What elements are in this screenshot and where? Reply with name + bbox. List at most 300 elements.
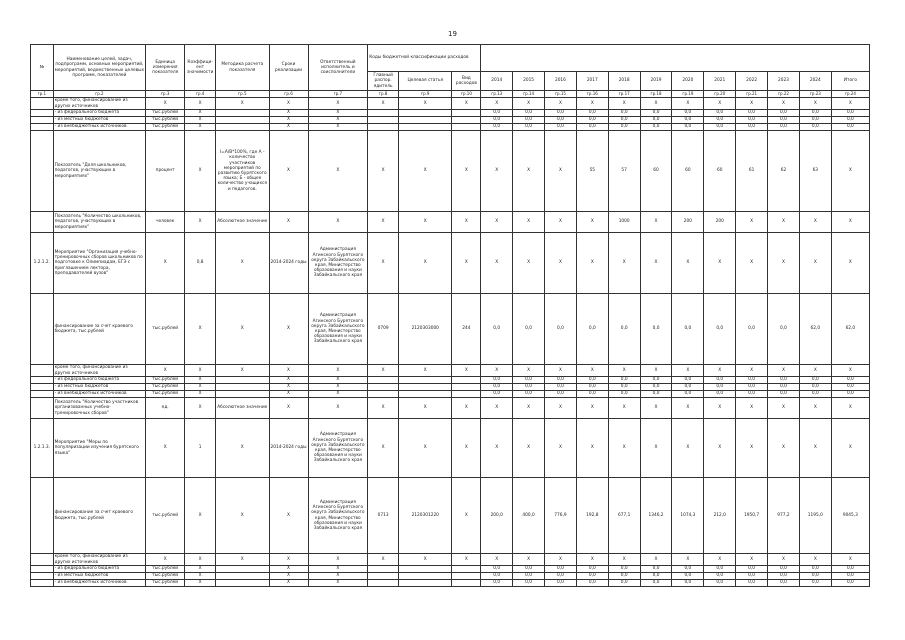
table-cell: 0,0 xyxy=(736,391,768,398)
financing-unit: тыс.рублей xyxy=(146,294,185,365)
table-cell: 0,0 xyxy=(736,377,768,384)
table-cell: Х xyxy=(768,365,800,377)
table-cell: 0,0 xyxy=(640,377,672,384)
financing-vr: 244 xyxy=(452,294,481,365)
table-cell: 0,0 xyxy=(831,110,869,117)
table-body xyxy=(31,45,870,587)
table-cell: Х xyxy=(481,365,513,377)
financing-executor: Администрация Агинского Бурятского округа Забайкальского края, Министерство образования и науки Забайкальского края xyxy=(308,294,368,365)
table-cell: 0,0 xyxy=(768,117,800,124)
event-coef: 1 xyxy=(185,419,216,478)
table-cell xyxy=(368,124,399,131)
table-cell: 0,0 xyxy=(704,377,736,384)
column-number: гр.4 xyxy=(185,91,216,98)
table-cell xyxy=(31,580,54,587)
table-cell xyxy=(399,377,452,384)
table-cell: Х xyxy=(576,98,608,110)
indicator-value: Х xyxy=(768,212,800,233)
column-number: гр.10 xyxy=(452,91,481,98)
event-coef: 0,8 xyxy=(185,233,216,294)
table-cell: Х xyxy=(831,98,869,110)
table-cell: 0,0 xyxy=(481,566,513,573)
table-cell xyxy=(452,566,481,573)
source-row xyxy=(31,124,870,131)
table-cell xyxy=(31,384,54,391)
table-cell: Х xyxy=(399,398,452,419)
table-cell xyxy=(452,117,481,124)
table-cell: 0,0 xyxy=(576,124,608,131)
table-cell: Х xyxy=(736,233,768,294)
indicator-value: Х xyxy=(545,398,577,419)
source-row xyxy=(31,580,870,587)
header-executor: Ответственный исполнитель и соисполнители xyxy=(308,45,368,91)
table-cell xyxy=(368,391,399,398)
table-cell: Х xyxy=(608,554,640,566)
table-cell: Х xyxy=(269,580,308,587)
table-cell: тыс.рублей xyxy=(146,573,185,580)
table-cell: 0,0 xyxy=(513,391,545,398)
indicator-value: 57 xyxy=(608,131,640,212)
source-label: - из внебюджетных источников xyxy=(53,580,146,587)
indicator-value: Х xyxy=(672,398,704,419)
header-year: 2021 xyxy=(704,72,736,91)
table-cell: Х xyxy=(481,419,513,478)
event-name: Мероприятие "Меры по популяризации изучения бурятского языка" xyxy=(53,419,146,478)
table-cell: Х xyxy=(269,478,308,554)
table-cell xyxy=(399,573,452,580)
event-row xyxy=(31,233,870,294)
indicator-unit: процент xyxy=(146,131,185,212)
table-cell: 0,0 xyxy=(672,117,704,124)
table-cell: Х xyxy=(704,98,736,110)
table-cell xyxy=(216,391,269,398)
table-cell: 0,0 xyxy=(640,580,672,587)
header-year: 2017 xyxy=(576,72,608,91)
financing-value: 192,8 xyxy=(576,478,608,554)
table-cell: Х xyxy=(185,124,216,131)
column-number: гр.15 xyxy=(545,91,577,98)
indicator-value: Х xyxy=(768,398,800,419)
table-cell: 0,0 xyxy=(704,573,736,580)
table-cell: 0,0 xyxy=(799,566,831,573)
table-cell: Х xyxy=(269,131,308,212)
indicator-method: I=A/B*100%, где А - количество участников мероприятий по развитию бурятского языка; Б - общее количество учащихся и педагогов. xyxy=(216,131,269,212)
table-cell: Х xyxy=(640,554,672,566)
table-cell: Х xyxy=(640,98,672,110)
table-cell xyxy=(368,110,399,117)
header-coef: Коэффици-ент значимости xyxy=(185,45,216,91)
table-cell xyxy=(31,554,54,566)
table-cell xyxy=(399,391,452,398)
table-cell xyxy=(399,110,452,117)
table-cell: 0,0 xyxy=(513,124,545,131)
table-cell xyxy=(216,573,269,580)
table-cell: Х xyxy=(452,365,481,377)
table-cell xyxy=(31,398,54,419)
table-cell xyxy=(368,117,399,124)
table-cell: 0,0 xyxy=(704,566,736,573)
table-cell: 0,0 xyxy=(576,573,608,580)
header-year: 2014 xyxy=(481,72,513,91)
table-cell xyxy=(399,124,452,131)
table-cell: 0,0 xyxy=(513,566,545,573)
table-cell: Х xyxy=(545,233,577,294)
table-cell: 0,0 xyxy=(768,384,800,391)
table-cell: Х xyxy=(545,98,577,110)
table-cell: 0,0 xyxy=(736,384,768,391)
table-cell: 0,0 xyxy=(608,391,640,398)
column-numbers-row xyxy=(31,91,870,98)
table-cell: тыс.рублей xyxy=(146,110,185,117)
table-cell xyxy=(31,391,54,398)
column-number: гр.17 xyxy=(608,91,640,98)
indicator-value: 55 xyxy=(576,131,608,212)
source-row xyxy=(31,377,870,384)
table-cell: 0,0 xyxy=(608,566,640,573)
indicator-value: Х xyxy=(736,212,768,233)
indicator-value: Х xyxy=(640,212,672,233)
financing-value: 0,0 xyxy=(545,294,577,365)
table-cell: Х xyxy=(452,554,481,566)
table-cell: 0,0 xyxy=(799,117,831,124)
table-cell: 0,0 xyxy=(768,573,800,580)
event-terms: 2014-2024 годы xyxy=(269,233,308,294)
table-cell: 0,0 xyxy=(704,580,736,587)
indicator-unit: ед. xyxy=(146,398,185,419)
table-cell: Х xyxy=(768,419,800,478)
table-cell: Х xyxy=(308,98,368,110)
header-year: 2019 xyxy=(640,72,672,91)
table-cell: Х xyxy=(308,365,368,377)
header-codes: Коды бюджетной классификации расходов xyxy=(368,45,481,72)
table-cell: 0,0 xyxy=(799,110,831,117)
table-cell xyxy=(31,294,54,365)
indicator-unit: человек xyxy=(146,212,185,233)
financing-value: 0,0 xyxy=(513,294,545,365)
table-cell xyxy=(368,573,399,580)
table-cell: Х xyxy=(269,212,308,233)
table-cell: 0,0 xyxy=(513,384,545,391)
table-cell: тыс.рублей xyxy=(146,377,185,384)
table-cell: Х xyxy=(269,117,308,124)
table-cell: Х xyxy=(736,98,768,110)
table-cell: Х xyxy=(704,419,736,478)
table-cell: Х xyxy=(799,365,831,377)
table-cell xyxy=(452,573,481,580)
table-cell xyxy=(368,384,399,391)
table-cell: 0,0 xyxy=(640,566,672,573)
table-cell: Х xyxy=(799,233,831,294)
table-cell: Х xyxy=(608,233,640,294)
table-cell: 0,0 xyxy=(640,391,672,398)
table-cell: тыс.рублей xyxy=(146,566,185,573)
table-cell: тыс.рублей xyxy=(146,391,185,398)
indicator-row xyxy=(31,131,870,212)
event-number: 1.2.1.3. xyxy=(31,419,54,478)
table-cell: Х xyxy=(704,233,736,294)
table-cell: Х xyxy=(672,98,704,110)
column-number: гр.8 xyxy=(368,91,399,98)
table-cell: Х xyxy=(185,573,216,580)
financing-grbs: 0709 xyxy=(368,294,399,365)
header-grbs: Главный распор. ядитель xyxy=(368,72,399,91)
table-cell: Х xyxy=(308,117,368,124)
financing-value: 0,0 xyxy=(640,294,672,365)
table-cell: Х xyxy=(672,365,704,377)
indicator-value: Х xyxy=(481,398,513,419)
incl-row xyxy=(31,365,870,377)
table-cell: Х xyxy=(146,98,185,110)
table-cell xyxy=(216,580,269,587)
table-cell xyxy=(31,117,54,124)
table-cell: Х xyxy=(185,391,216,398)
table-cell: Х xyxy=(799,554,831,566)
table-cell: 0,0 xyxy=(576,580,608,587)
table-cell: Х xyxy=(736,554,768,566)
table-cell: Х xyxy=(308,124,368,131)
column-number: гр.14 xyxy=(513,91,545,98)
table-cell: 0,0 xyxy=(799,377,831,384)
table-cell: Х xyxy=(185,566,216,573)
table-cell: Х xyxy=(768,554,800,566)
table-cell: Х xyxy=(399,365,452,377)
table-cell xyxy=(216,110,269,117)
indicator-value: 200 xyxy=(672,212,704,233)
indicator-value: 200 xyxy=(704,212,736,233)
table-cell: 0,0 xyxy=(672,124,704,131)
table-cell: 0,0 xyxy=(576,391,608,398)
table-cell: 0,0 xyxy=(545,391,577,398)
table-cell xyxy=(216,566,269,573)
indicator-value: 60 xyxy=(640,131,672,212)
source-label: - из федерального бюджета xyxy=(53,377,146,384)
table-cell: Х xyxy=(799,98,831,110)
indicator-name: Показатель "Доля школьников, педагогов, участвующих в мероприятиях" xyxy=(53,131,146,212)
table-cell: Х xyxy=(513,554,545,566)
indicator-value: Х xyxy=(704,398,736,419)
table-cell: Х xyxy=(269,377,308,384)
column-number: гр.1 xyxy=(31,91,54,98)
table-cell: 0,0 xyxy=(831,124,869,131)
table-cell: 0,0 xyxy=(513,580,545,587)
table-cell: 0,0 xyxy=(545,573,577,580)
table-cell: Х xyxy=(399,212,452,233)
table-cell: Х xyxy=(831,365,869,377)
table-cell xyxy=(399,117,452,124)
table-cell: 0,0 xyxy=(640,117,672,124)
source-label: - из местных бюджетов xyxy=(53,117,146,124)
indicator-name: Показатель "Количество участников организованных учебно-тренировочных сборов" xyxy=(53,398,146,419)
table-cell: 0,0 xyxy=(799,384,831,391)
table-cell: Х xyxy=(831,131,869,212)
incl-row xyxy=(31,554,870,566)
table-cell: Х xyxy=(269,110,308,117)
table-cell: 0,0 xyxy=(736,580,768,587)
column-number: гр.7 xyxy=(308,91,368,98)
table-cell: 0,0 xyxy=(608,110,640,117)
table-cell: 0,0 xyxy=(736,566,768,573)
table-cell: 0,0 xyxy=(672,391,704,398)
table-cell: Х xyxy=(185,384,216,391)
financing-grbs: 0713 xyxy=(368,478,399,554)
table-cell: Х xyxy=(452,131,481,212)
table-cell: Х xyxy=(269,365,308,377)
financing-vr: Х xyxy=(452,478,481,554)
table-cell: тыс.рублей xyxy=(146,124,185,131)
table-cell: 0,0 xyxy=(831,117,869,124)
column-number: гр.13 xyxy=(481,91,513,98)
incl-label: кроме того, финансирование из других источников xyxy=(53,554,146,566)
indicator-value: Х xyxy=(513,212,545,233)
table-cell: 0,0 xyxy=(608,384,640,391)
financing-value: 1074,3 xyxy=(672,478,704,554)
incl-row xyxy=(31,98,870,110)
table-cell: 0,0 xyxy=(640,110,672,117)
table-cell: Х xyxy=(399,98,452,110)
table-cell: Х xyxy=(768,98,800,110)
table-cell: 0,0 xyxy=(545,117,577,124)
indicator-value: 60 xyxy=(672,131,704,212)
source-label: - из федерального бюджета xyxy=(53,566,146,573)
column-number: гр.5 xyxy=(216,91,269,98)
table-cell: Х xyxy=(545,365,577,377)
table-cell: 0,0 xyxy=(672,377,704,384)
indicator-value: Х xyxy=(799,398,831,419)
table-cell xyxy=(31,124,54,131)
table-cell: 0,0 xyxy=(481,384,513,391)
table-cell: Х xyxy=(368,212,399,233)
table-cell: 0,0 xyxy=(768,580,800,587)
column-number: гр.2 xyxy=(53,91,146,98)
indicator-row xyxy=(31,398,870,419)
table-cell: Х xyxy=(640,419,672,478)
header-total: Итого xyxy=(831,72,869,91)
column-number: гр.16 xyxy=(576,91,608,98)
table-cell: Х xyxy=(368,131,399,212)
table-cell: Х xyxy=(185,110,216,117)
table-cell xyxy=(216,117,269,124)
table-cell: Х xyxy=(308,384,368,391)
table-cell: Х xyxy=(576,233,608,294)
event-number: 1.2.1.2. xyxy=(31,233,54,294)
source-label: - из внебюджетных источников xyxy=(53,124,146,131)
table-cell: 0,0 xyxy=(736,110,768,117)
header-unit: Единица измерения показателя xyxy=(146,45,185,91)
table-cell: Х xyxy=(216,233,269,294)
table-cell: 0,0 xyxy=(768,377,800,384)
table-cell: Х xyxy=(216,478,269,554)
table-cell: Х xyxy=(269,566,308,573)
table-cell xyxy=(399,566,452,573)
event-executor: Администрация Агинского Бурятского округа Забайкальского края, Министерство образования и науки Забайкальского края xyxy=(308,233,368,294)
column-number: гр.19 xyxy=(672,91,704,98)
table-cell: Х xyxy=(831,419,869,478)
header-year: 2024 xyxy=(799,72,831,91)
financing-value: 0,0 xyxy=(481,294,513,365)
table-cell: Х xyxy=(481,98,513,110)
source-label: - из федерального бюджета xyxy=(53,110,146,117)
financing-value: 200,0 xyxy=(481,478,513,554)
financing-target: 2120303000 xyxy=(399,294,452,365)
table-cell: Х xyxy=(452,212,481,233)
header-year: 2015 xyxy=(513,72,545,91)
table-cell: 0,0 xyxy=(481,110,513,117)
table-cell: 0,0 xyxy=(831,573,869,580)
header-name: Наименование целей, задач, подпрограмм, основных мероприятий, мероприятий, ведомственных целевых программ, показателей xyxy=(53,45,146,91)
table-cell: Х xyxy=(269,554,308,566)
header-year: 2022 xyxy=(736,72,768,91)
header-method: Методика расчета показателя xyxy=(216,45,269,91)
table-cell: тыс.рублей xyxy=(146,580,185,587)
table-cell: 0,0 xyxy=(513,573,545,580)
table-cell: Х xyxy=(704,365,736,377)
table-cell: Х xyxy=(308,377,368,384)
table-cell: 0,0 xyxy=(704,110,736,117)
table-cell xyxy=(31,377,54,384)
indicator-value: Х xyxy=(545,212,577,233)
table-cell: Х xyxy=(185,98,216,110)
table-cell: 0,0 xyxy=(831,580,869,587)
table-cell: Х xyxy=(368,398,399,419)
table-cell: 0,0 xyxy=(576,117,608,124)
source-row xyxy=(31,573,870,580)
table-cell: 0,0 xyxy=(672,110,704,117)
indicator-name: Показатель "Количество школьников, педагогов, участвующих в мероприятиях" xyxy=(53,212,146,233)
indicator-value: 63 xyxy=(799,131,831,212)
table-cell: тыс.рублей xyxy=(146,117,185,124)
table-cell xyxy=(31,98,54,110)
table-cell: 0,0 xyxy=(736,124,768,131)
table-cell xyxy=(368,566,399,573)
indicator-value: 60 xyxy=(704,131,736,212)
table-cell: Х xyxy=(799,419,831,478)
table-cell: 0,0 xyxy=(576,110,608,117)
financing-target: 2120301220 xyxy=(399,478,452,554)
table-cell: Х xyxy=(736,365,768,377)
table-cell: 0,0 xyxy=(768,110,800,117)
table-cell: 0,0 xyxy=(481,117,513,124)
event-row xyxy=(31,419,870,478)
program-table xyxy=(30,44,870,587)
table-cell: Х xyxy=(368,365,399,377)
table-cell: 0,0 xyxy=(799,580,831,587)
table-cell: Х xyxy=(269,573,308,580)
indicator-value: Х xyxy=(481,131,513,212)
indicator-value: 61 xyxy=(736,131,768,212)
table-cell: 0,0 xyxy=(608,117,640,124)
table-cell: 0,0 xyxy=(545,377,577,384)
table-cell: Х xyxy=(185,365,216,377)
table-cell: Х xyxy=(513,365,545,377)
table-cell: Х xyxy=(185,377,216,384)
table-cell: 0,0 xyxy=(831,566,869,573)
table-cell: Х xyxy=(185,398,216,419)
table-cell: Х xyxy=(216,554,269,566)
table-cell: 0,0 xyxy=(576,377,608,384)
table-cell xyxy=(399,384,452,391)
table-cell: Х xyxy=(831,233,869,294)
table-cell: 0,0 xyxy=(545,124,577,131)
table-cell: Х xyxy=(269,294,308,365)
indicator-value: Х xyxy=(736,398,768,419)
financing-value: 212,0 xyxy=(704,478,736,554)
header-year: 2023 xyxy=(768,72,800,91)
table-cell: Х xyxy=(452,98,481,110)
table-cell: Х xyxy=(216,365,269,377)
table-cell: Х xyxy=(368,233,399,294)
table-cell xyxy=(452,580,481,587)
table-cell xyxy=(31,212,54,233)
